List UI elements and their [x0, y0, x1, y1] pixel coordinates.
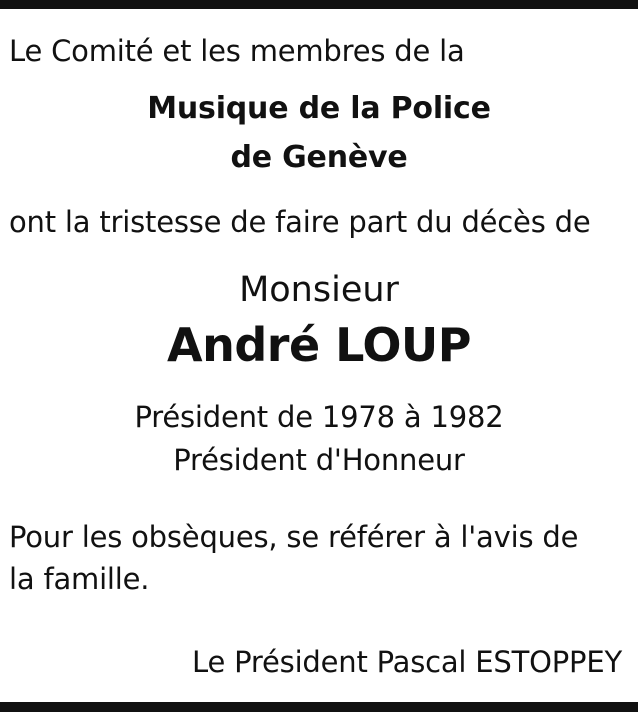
- honorific: Monsieur: [239, 270, 399, 310]
- funeral-info-line2: la famille.: [9, 562, 150, 596]
- intro-text: Le Comité et les membres de la: [9, 34, 465, 68]
- organization-name-line1: Musique de la Police: [147, 91, 491, 126]
- funeral-info-line1: Pour les obsèques, se référer à l'avis de: [9, 520, 579, 554]
- role-honorary-president: Président d'Honneur: [173, 443, 465, 477]
- organization-name-line2: de Genève: [230, 140, 408, 175]
- top-border: [0, 0, 638, 9]
- announcement-text: ont la tristesse de faire part du décès de: [9, 205, 591, 239]
- bottom-border: [0, 702, 638, 712]
- role-president: Président de 1978 à 1982: [134, 400, 504, 434]
- signature: Le Président Pascal ESTOPPEY: [192, 645, 622, 679]
- deceased-name: André LOUP: [166, 318, 472, 372]
